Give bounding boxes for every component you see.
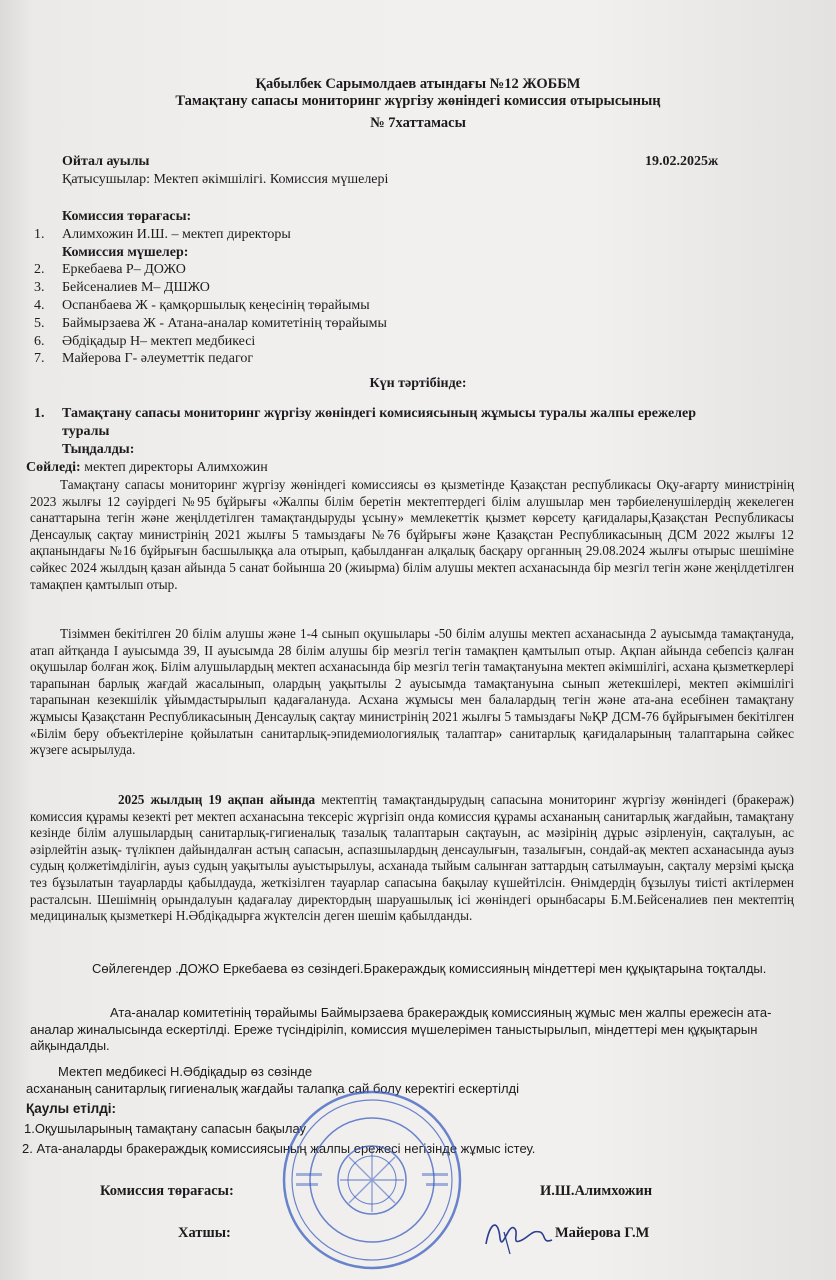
paragraph-6-line1: Мектеп медбикесі Н.Әбдіқадыр өз сөзінде — [58, 1064, 313, 1079]
participants: Қатысушылар: Мектеп әкімшілігі. Комиссия мүшелері — [62, 172, 389, 187]
paragraph-2: Тізіммен бекітілген 20 білім алушы және 1-4 сынып оқушылары -50 білім алушы мектеп асханасында 2 ауысымда тамақтануда, атап айтқанда І ауысымда 39, ІІ ауысымда 28 білім алушы бір мезгіл тегін тамақпен қамтылып отыр. Ақпан айында себепсіз қалған оқушылар болған жоқ. Білім алушылардың мектеп асханасында бір мезгіл тегін тамақтануына мектеп әкімшілігі, асхана қызметкерлері тарапынан барлық жағдай жасалынып, олардың уақытылы 2 ауысымда тамақтануына сынып жетекшілері, мектеп әкімшілігі тарапынан кезекшілік ұйымдастырылып қадағалануда. Асхана жұмысы мен балалардың тегін және ата-ана есебінен тамақтану жұмысы Қазақстанн Республикасының Денсаулық сақтау министрінің 2021 жылғы 5 тамыздағы №ҚР ДСМ-76 бұйрығымен бекітілген «Білім беру объектілеріне қойылатын санитарлық-эпидемиологиялық талаптар» санитарлық қағидаларының талаптарына сәйкес жүзеге асырылуда. — [30, 626, 794, 758]
list-item — [34, 333, 387, 351]
paragraph-4: Сөйлегендер .ДОЖО Еркебаева өз сөзіндегі.Бракераждық комиссияның міндеттері мен құқықтарына тоқталды. — [92, 961, 767, 976]
agenda-item-line2: туралы — [62, 424, 110, 439]
list-text: Әбдіқадыр Н– мектеп медбикесі — [62, 333, 256, 349]
protocol-number: № 7хаттамасы — [370, 115, 466, 131]
list-text: Баймырзаева Ж - Атана-аналар комитетінің төрайымы — [62, 315, 387, 331]
chair-heading: Комиссия төрағасы: — [62, 209, 192, 224]
date: 19.02.2025ж — [645, 154, 719, 169]
list-item — [34, 315, 387, 333]
list-text: Бейсеналиев М– ДШЖО — [62, 280, 210, 296]
paragraph-1: Тамақтану сапасы мониторинг жүргізу жөніндегі комиссиясы өз қызметінде Қазақстан республикасы Оқу-ағарту министрінің 2023 жылғы 12 сәуірдегі №95 бұйрығы «Жалпы білім беретін мектептердегі білім алушылар мен тәрбиеленушілердің жекелеген санаттарына тегін және жеңілдетілген тамақтандыруды ұсыну» мемлекеттік қызмет көрсету қағидалары,Қазақстан Республикасы Денсаулық сақтау министрінің 2021 жылғы 5 тамыздағы №76 бұйрығы және Қазақстан Республикасының ДСМ 2022 жылғы 12 ақпанындағы №16 бұйрығын басшылыққа ала отырып, қабылданған алқалық басқару органның 29.08.2024 жылғы отырыс шешіміне сәйкес 2024 жылдың қазан айында 5 санат бойынша 20 (жиырма) білім алушы мектеп асханасында бір мезгіл тегін және жеңілдетілген тамақпен қамтылып отыр. — [30, 477, 794, 592]
list-number: 4. — [34, 297, 45, 313]
list-number: 1. — [34, 226, 45, 242]
list-number: 3. — [34, 280, 45, 296]
paragraph-3-date: 2025 жылдың 19 ақпан айында — [118, 792, 316, 807]
agenda-heading: Күн тәртібінде: — [369, 376, 467, 391]
list-number: 7. — [34, 351, 45, 367]
secretary-label: Хатшы: — [178, 1225, 231, 1241]
speaker-line — [26, 459, 268, 476]
decision-item-1: 1.Оқушыларының тамақтану сапасын бақылау — [24, 1121, 307, 1136]
list-text: Майерова Г- әлеуметтік педагог — [62, 351, 254, 367]
protocol-title: Тамақтану сапасы мониторинг жүргізу жөніндегі комиссия отырысының — [175, 93, 661, 109]
stamp-seal — [272, 1085, 472, 1275]
list-text: Оспанбаева Ж - қамқоршылық кеңесінің төрайымы — [62, 297, 370, 313]
list-text: Алимхожин И.Ш. – мектеп директоры — [62, 226, 291, 242]
list-item — [34, 279, 387, 297]
decision-heading: Қаулы етілді: — [26, 1101, 117, 1116]
spoke-label: Сөйледі: — [26, 460, 81, 475]
agenda-item-line1: Тамақтану сапасы мониторинг жүргізу жөніндегі комисиясының жұмысы туралы жалпы ережелер — [62, 406, 697, 421]
agenda-item-number: 1. — [34, 406, 45, 421]
paragraph-3-text: мектептің тамақтандырудың сапасына мониторинг жүргізу жөніндегі (бракераж) комиссия құрамы кезекті рет мектеп асханасына тексеріс жүргізіп онда комиссия құрамы асхананың санитарлық жағдайын, тамақтану кезінде білім алушылардың санитарлық-гигиеналық тазалық талаптарын сақтауын, ас мәзірінің дұрыс әзірленуін, сақталуын, ас әзірлейтін азық- түлікпен дайындалған астың сапасын, аспазшылардың денсаулығын, тазалығын, сондай-ақ мектеп асханасында ауыз судың қолжетімділігін, ауыз судың уақытылы ауыстырылуы, асханада тыйым салынған заттардың сатылмауын, сақталу мерзімі қысқа тез бұзылатын тауарларды қабылдауда, жеткізілген тауарлар сапасына бақылау күшейтілсін. Өнімдердің бұзылуы тиісті актілермен расталсын. Шешімнің орындалуын қадағалау директордың шаруашылық ісі жөніндегі орынбасары Б.М.Бейсеналиев пен мектептің медициналық қызметкері Н.Әбдіқадырға жүктелсін деген шешім қабылданды. — [30, 792, 794, 924]
list-number: 2. — [34, 262, 45, 278]
list-item — [34, 226, 387, 244]
school-name: Қабылбек Сарымолдаев атындағы №12 ЖОББМ — [255, 76, 581, 92]
listened-label: Тыңдалды: — [62, 442, 135, 457]
spoke-text: мектеп директоры Алимхожин — [80, 460, 268, 475]
list-item — [34, 297, 387, 315]
place: Ойтал ауылы — [62, 154, 150, 169]
chair-signature-label: Комиссия төрағасы: — [100, 1183, 234, 1199]
secretary-name: Майерова Г.М — [555, 1225, 650, 1241]
paragraph-3 — [30, 792, 794, 925]
paragraph-5: Ата-аналар комитетінің төрайымы Баймырзаева бракераждық комиссияның жұмыс мен жалпы ережесін ата-аналар жиналысында ескертілді. Ереже түсіндіріліп, комиссия мүшелерімен таныстырылып, міндеттері мен құқықтарын айқындалды. — [30, 1005, 772, 1054]
list-text: Еркебаева Р– ДОЖО — [62, 262, 186, 278]
list-item — [34, 261, 387, 279]
list-item — [34, 350, 387, 368]
paragraph-6-line2: асхананың санитарлық гигиеналық жағдайы талапқа сай болу керектігі ескертілді — [26, 1081, 520, 1096]
list-number: 5. — [34, 315, 45, 331]
decision-item-2: 2. Ата-аналарды бракераждық комиссиясының жалпы ережесі негізінде жұмыс істеу. — [22, 1141, 536, 1156]
chair-signature-name: И.Ш.Алимхожин — [540, 1183, 653, 1199]
commission-list — [34, 209, 387, 368]
members-heading: Комиссия мүшелер: — [62, 244, 189, 260]
list-number: 6. — [34, 333, 45, 349]
secretary-signature — [480, 1210, 560, 1260]
